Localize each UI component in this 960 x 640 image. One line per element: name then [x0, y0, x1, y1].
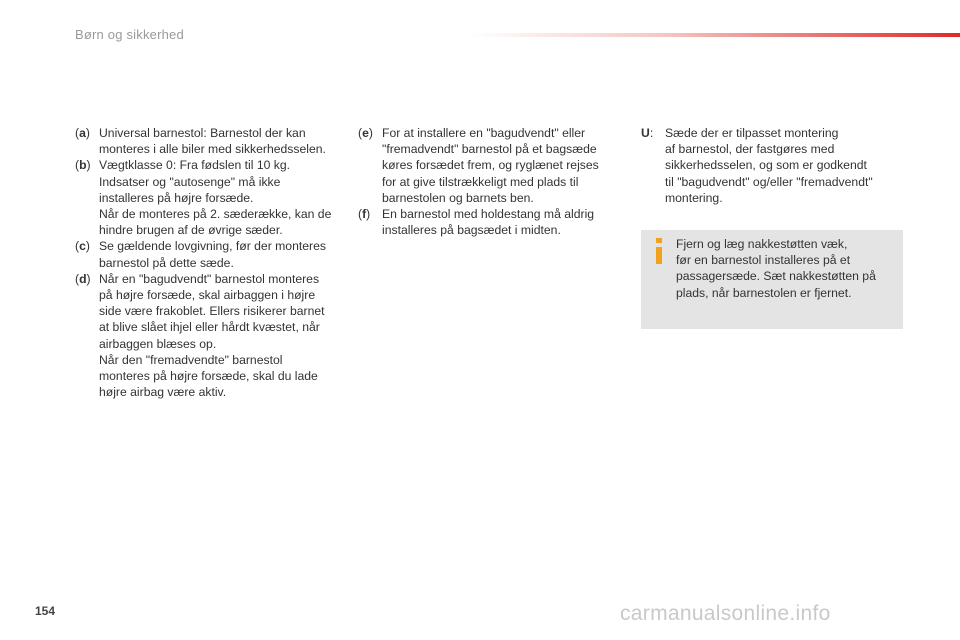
text-line: af barnestol, der fastgøres med: [665, 142, 835, 157]
text-line: En barnestol med holdestang må aldrig: [382, 207, 595, 222]
item-key: (c): [75, 239, 90, 254]
text-line: For at installere en "bagudvendt" eller: [382, 126, 586, 140]
info-text: [676, 236, 896, 301]
text-line: køres forsædet frem, og ryglænet rejses: [382, 158, 599, 173]
list-item-u: [641, 125, 903, 206]
list-item-e: [358, 125, 608, 206]
text-line: for at give tilstrækkeligt med plads til: [382, 174, 579, 189]
text-line: monteres på højre forsæde, skal du lade: [99, 369, 318, 384]
text-line: Se gældende lovgivning, før der monteres: [99, 239, 326, 254]
text-line: sikkerhedsselen, og som er godkendt: [665, 158, 867, 173]
watermark: carmanualsonline.info: [620, 602, 831, 625]
text-line: side være frakoblet. Ellers risikerer barnet: [99, 304, 325, 319]
list-item-d: [75, 271, 340, 401]
list-item-f: [358, 206, 608, 238]
item-key: (a): [75, 126, 90, 140]
text-line: Vægtklasse 0: Fra fødslen til 10 kg.: [99, 158, 291, 173]
column-3: [641, 125, 903, 206]
text-line: hindre brugen af de øvrige sæder.: [99, 223, 283, 238]
list-item-b: [75, 157, 340, 238]
text-line: barnestol på dette sæde.: [99, 255, 234, 270]
text-line: airbaggen blæses op.: [99, 336, 217, 351]
item-key: U:: [641, 126, 654, 140]
text-line: "fremadvendt" barnestol på et bagsæde: [382, 142, 597, 157]
text-line: Fjern og læg nakkestøtten væk,: [676, 237, 848, 251]
text-line: montering.: [665, 190, 723, 205]
text-line: til "bagudvendt" og/eller "fremadvendt": [665, 174, 873, 189]
text-line: plads, når barnestolen er fjernet.: [676, 285, 852, 300]
item-key: (b): [75, 158, 91, 173]
list-item-a: [75, 125, 340, 157]
text-line: Universal barnestol: Barnestol der kan: [99, 126, 306, 140]
text-line: installeres på bagsædet i midten.: [382, 223, 561, 238]
title-accent-line: [470, 33, 960, 37]
text-line: højre airbag være aktiv.: [99, 385, 227, 400]
text-line: Indsatser og "autosenge" må ikke: [99, 174, 281, 189]
text-line: monteres i alle biler med sikkerhedsselen.: [99, 142, 326, 157]
text-line: installeres på højre forsæde.: [99, 190, 254, 205]
text-line: Når den "fremadvendte" barnestol: [99, 352, 283, 367]
item-key: (e): [358, 126, 373, 140]
column-2: [358, 125, 608, 238]
list-item-c: [75, 238, 340, 270]
text-line: Når de monteres på 2. sæderække, kan de: [99, 207, 332, 222]
column-1: [75, 125, 340, 400]
text-line: Sæde der er tilpasset montering: [665, 126, 839, 140]
text-line: Når en "bagudvendt" barnestol monteres: [99, 271, 320, 286]
text-line: passagersæde. Sæt nakkestøtten på: [676, 269, 876, 284]
info-box: [641, 230, 903, 329]
item-key: (d): [75, 271, 91, 286]
text-line: barnestolen og barnets ben.: [382, 190, 534, 205]
text-line: før en barnestol installeres på et: [676, 253, 851, 268]
item-key: (f): [358, 207, 371, 222]
section-title: Børn og sikkerhed: [75, 27, 184, 42]
info-icon: [653, 237, 665, 265]
page-number: 154: [35, 604, 56, 618]
text-line: at blive slået ihjel eller hårdt kvæstet, når: [99, 320, 320, 335]
text-line: på højre forsæde, skal airbaggen i højre: [99, 288, 316, 303]
